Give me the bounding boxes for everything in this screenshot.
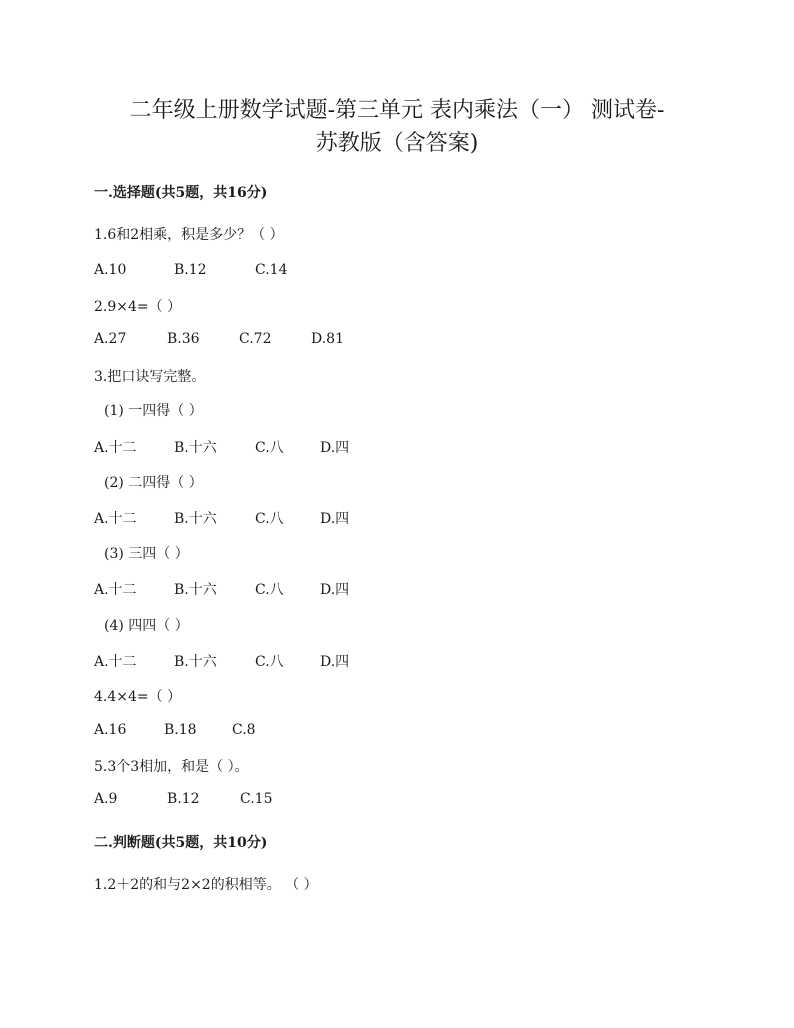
question-3-part-4: (4) 四四（ ） [104,618,189,634]
question-4: 4.4×4=（ ） [94,689,182,705]
option-c: C.14 [255,262,288,278]
option-a: A.十二 [94,582,137,598]
option-b: B.十六 [174,511,217,527]
question-3-part-2: (2) 二四得（ ） [104,475,203,491]
question-3-part-1: (1) 一四得（ ） [104,403,203,419]
question-1: 1.6和2相乘，积是多少？（ ） [94,227,284,243]
question-2: 2.9×4=（ ） [94,299,182,315]
option-a: A.27 [94,331,127,347]
option-d: D.四 [320,654,350,670]
option-a: A.16 [94,722,127,738]
document-title-line-1: 二年级上册数学试题-第三单元 表内乘法（一） 测试卷- [129,98,665,123]
option-d: D.四 [320,511,350,527]
option-c: C.八 [255,440,284,456]
option-c: C.八 [255,582,284,598]
option-b: B.十六 [174,440,217,456]
option-b: B.十六 [174,654,217,670]
option-d: D.81 [311,331,344,347]
option-b: B.12 [167,791,200,807]
section-heading-multiple-choice: 一.选择题(共5题，共16分) [94,185,268,201]
judgment-question-1: 1.2＋2的和与2×2的积相等。 （ ） [94,877,318,893]
option-c: C.15 [240,791,273,807]
option-a: A.十二 [94,511,137,527]
option-c: C.8 [232,722,256,738]
option-d: D.四 [320,582,350,598]
option-a: A.十二 [94,440,137,456]
option-d: D.四 [320,440,350,456]
question-5: 5.3个3相加，和是（ ）。 [94,759,249,775]
option-a: A.十二 [94,654,137,670]
option-c: C.八 [255,511,284,527]
option-b: B.12 [174,262,207,278]
option-b: B.36 [167,331,200,347]
question-3-part-3: (3) 三四（ ） [104,546,189,562]
option-c: C.72 [239,331,272,347]
option-b: B.十六 [174,582,217,598]
document-title-line-2: 苏教版（含答案) [315,131,479,156]
option-a: A.10 [94,262,127,278]
option-a: A.9 [94,791,118,807]
option-b: B.18 [164,722,197,738]
section-heading-true-false: 二.判断题(共5题，共10分) [94,835,268,851]
option-c: C.八 [255,654,284,670]
question-3: 3.把口诀写完整。 [94,369,206,385]
